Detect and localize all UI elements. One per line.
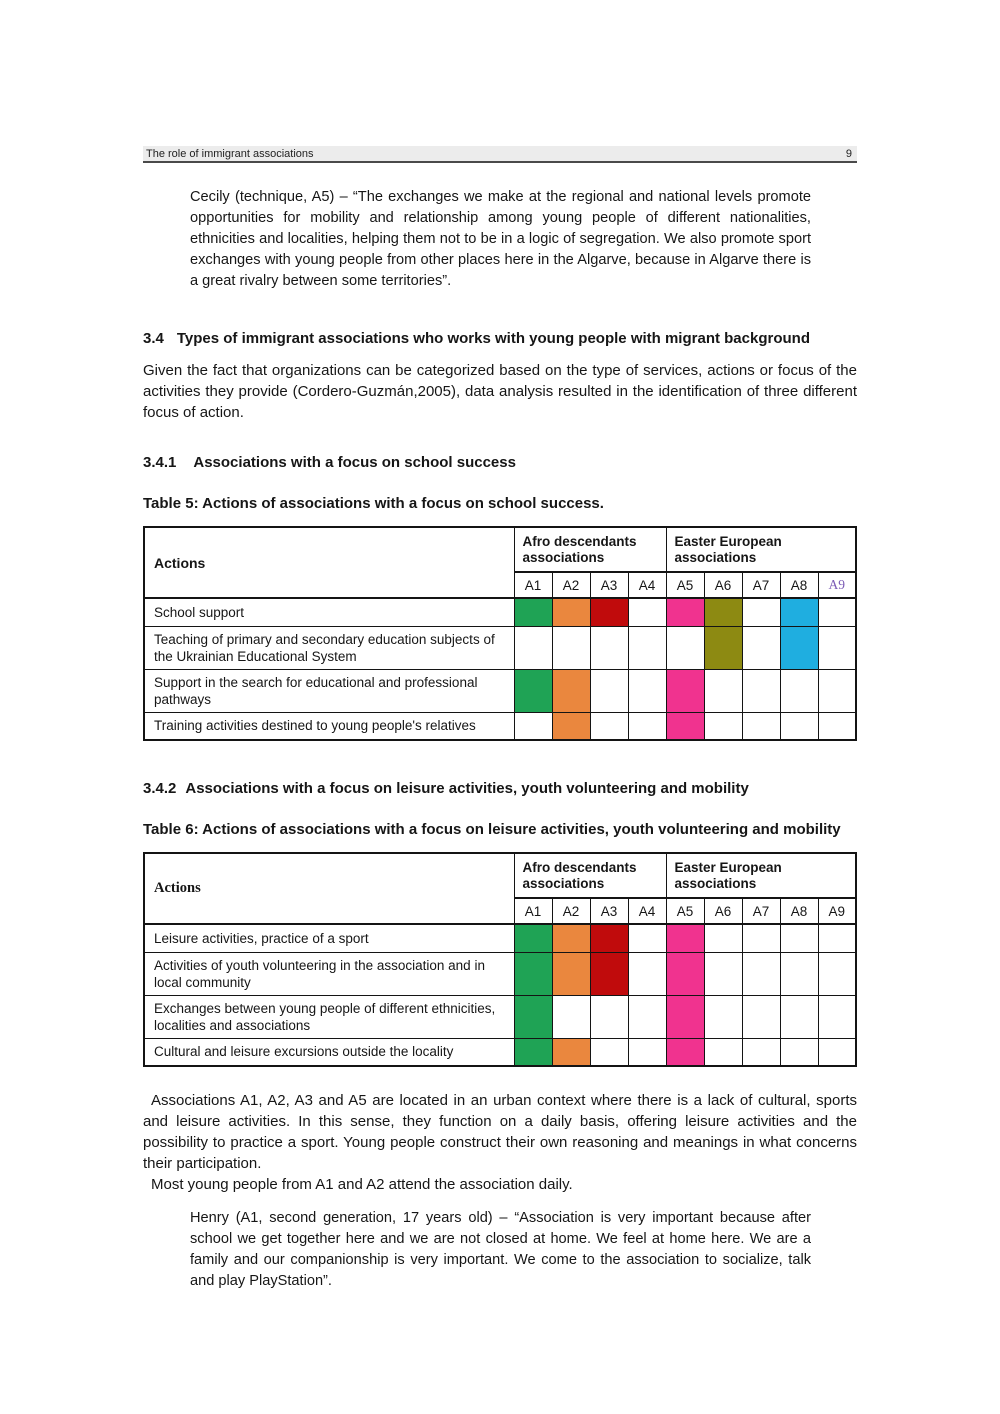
matrix-cell [780,995,818,1038]
matrix-cell-filled [666,669,704,712]
matrix-cell [590,1038,628,1066]
matrix-cell-filled [552,669,590,712]
association-column-header: A4 [628,898,666,924]
matrix-cell-filled [514,598,552,626]
quote-cecily: Cecily (technique, A5) – “The exchanges we make at the regional and national levels promote opportunities for mobility and relationship among young people of different nationalities, ethnicities and localities, helping them not to be in a logic of segregation. We also promote sport exchanges with young people from other places here in the Algarve, because in Algarve there is a great rivalry between some territories”. [190,189,811,289]
action-label: Training activities destined to young people's relatives [144,712,514,740]
matrix-cell-filled [590,924,628,952]
matrix-cell-filled [552,712,590,740]
matrix-cell [818,995,856,1038]
association-column-header: A6 [704,572,742,598]
matrix-cell [704,669,742,712]
action-label: Leisure activities, practice of a sport [144,924,514,952]
matrix-cell [628,1038,666,1066]
matrix-cell [818,598,856,626]
matrix-cell [742,626,780,669]
matrix-cell [818,712,856,740]
table-row [144,1038,856,1066]
matrix-cell [742,952,780,995]
matrix-cell [780,1038,818,1066]
matrix-cell [628,626,666,669]
matrix-cell-filled [514,952,552,995]
table5 [143,526,857,741]
matrix-cell [818,952,856,995]
matrix-cell [590,995,628,1038]
matrix-cell-filled [590,952,628,995]
action-label: School support [144,598,514,626]
matrix-cell [590,712,628,740]
association-column-header: A1 [514,572,552,598]
association-column-header: A3 [590,572,628,598]
table-row [144,669,856,712]
association-column-header: A3 [590,898,628,924]
association-column-header: A9 [818,572,856,598]
matrix-cell-filled [666,995,704,1038]
association-column-header: A8 [780,572,818,598]
matrix-cell [780,952,818,995]
matrix-cell [780,669,818,712]
table-row [144,626,856,669]
paragraph-most-young: Most young people from A1 and A2 attend the association daily. [151,1176,573,1193]
table6 [143,852,857,1067]
matrix-cell [742,712,780,740]
table-row [144,924,856,952]
matrix-cell [818,924,856,952]
actions-column-header: Actions [144,853,514,924]
matrix-cell [628,995,666,1038]
section-title: Associations with a focus on leisure activities, youth volunteering and mobility [185,780,749,797]
matrix-cell [628,598,666,626]
quote-henry: Henry (A1, second generation, 17 years old) – “Association is very important because after school we get together here and we are not closed at home. We feel at home here. We are a family and our companionship is very important. We come to the association to socialize, talk and play PlayStation”. [190,1210,811,1289]
matrix-cell [742,669,780,712]
group-header: Easter European associations [666,853,856,898]
matrix-cell [704,995,742,1038]
matrix-cell-filled [780,598,818,626]
matrix-cell-filled [666,1038,704,1066]
matrix-cell-filled [666,952,704,995]
matrix-cell-filled [666,924,704,952]
table6-caption: Table 6: Actions of associations with a focus on leisure activities, youth volunteering and mobility [143,821,841,838]
matrix-cell [818,669,856,712]
association-column-header: A5 [666,572,704,598]
table-row [144,952,856,995]
section-number: 3.4.2 [143,780,177,797]
matrix-cell-filled [514,995,552,1038]
matrix-cell [704,924,742,952]
table5-caption: Table 5: Actions of associations with a focus on school success. [143,495,604,512]
matrix-cell-filled [666,598,704,626]
matrix-cell-filled [704,598,742,626]
matrix-cell [704,712,742,740]
table-row [144,598,856,626]
matrix-cell [628,669,666,712]
section-heading-3-4-2 [143,780,857,797]
association-column-header: A4 [628,572,666,598]
matrix-cell [514,626,552,669]
matrix-cell-filled [552,1038,590,1066]
matrix-cell [666,626,704,669]
matrix-cell [780,712,818,740]
running-title: The role of immigrant associations [146,147,314,160]
section-number: 3.4.1 [143,454,177,471]
matrix-cell [780,924,818,952]
matrix-cell [552,626,590,669]
table-row [144,995,856,1038]
matrix-cell-filled [552,924,590,952]
matrix-cell [590,626,628,669]
action-label: Exchanges between young people of different ethnicities, localities and associations [144,995,514,1038]
section-number: 3.4 [143,330,164,347]
matrix-cell [818,1038,856,1066]
matrix-cell [628,712,666,740]
matrix-cell [742,924,780,952]
matrix-cell [742,598,780,626]
paragraph-intro: Given the fact that organizations can be categorized based on the type of services, actions or focus of the activities they provide (Cordero-Guzmán,2005), data analysis resulted in the identification of three different focus of action. [143,362,857,421]
table5-container [143,526,857,741]
matrix-cell [742,1038,780,1066]
matrix-cell-filled [704,626,742,669]
association-column-header: A8 [780,898,818,924]
matrix-cell [628,924,666,952]
matrix-cell-filled [514,1038,552,1066]
matrix-cell-filled [514,924,552,952]
matrix-cell-filled [552,598,590,626]
association-column-header: A7 [742,572,780,598]
matrix-cell [628,952,666,995]
matrix-cell [704,1038,742,1066]
association-column-header: A6 [704,898,742,924]
association-column-header: A2 [552,898,590,924]
association-column-header: A1 [514,898,552,924]
section-title: Associations with a focus on school success [193,454,516,471]
matrix-cell [742,995,780,1038]
matrix-cell-filled [590,598,628,626]
table6-container [143,852,857,1067]
paragraph-after-tables: Associations A1, A2, A3 and A5 are located in an urban context where there is a lack of cultural, sports and leisure activities. In this sense, they function on a daily basis, offering leisure activities and the possibility to practice a sport. Young people construct their own reasoning and meanings in what concerns their participation. [143,1092,857,1172]
matrix-cell-filled [666,712,704,740]
association-column-header: A7 [742,898,780,924]
action-label: Teaching of primary and secondary education subjects of the Ukrainian Educational System [144,626,514,669]
action-label: Support in the search for educational and professional pathways [144,669,514,712]
matrix-cell [704,952,742,995]
matrix-cell [590,669,628,712]
matrix-cell [552,995,590,1038]
matrix-cell-filled [552,952,590,995]
association-column-header: A2 [552,572,590,598]
association-column-header: A9 [818,898,856,924]
group-header: Easter European associations [666,527,856,572]
matrix-cell-filled [780,626,818,669]
group-header: Afro descendants associations [514,527,666,572]
page-header [143,146,857,163]
section-heading-3-4-1 [143,454,857,471]
table-row [144,712,856,740]
group-header: Afro descendants associations [514,853,666,898]
actions-column-header: Actions [144,527,514,598]
matrix-cell-filled [514,669,552,712]
matrix-cell [818,626,856,669]
matrix-cell [514,712,552,740]
association-column-header: A5 [666,898,704,924]
action-label: Cultural and leisure excursions outside the locality [144,1038,514,1066]
section-heading-3-4 [143,330,857,347]
page-number: 9 [845,147,852,160]
section-title: Types of immigrant associations who works with young people with migrant background [176,330,810,347]
action-label: Activities of youth volunteering in the association and in local community [144,952,514,995]
